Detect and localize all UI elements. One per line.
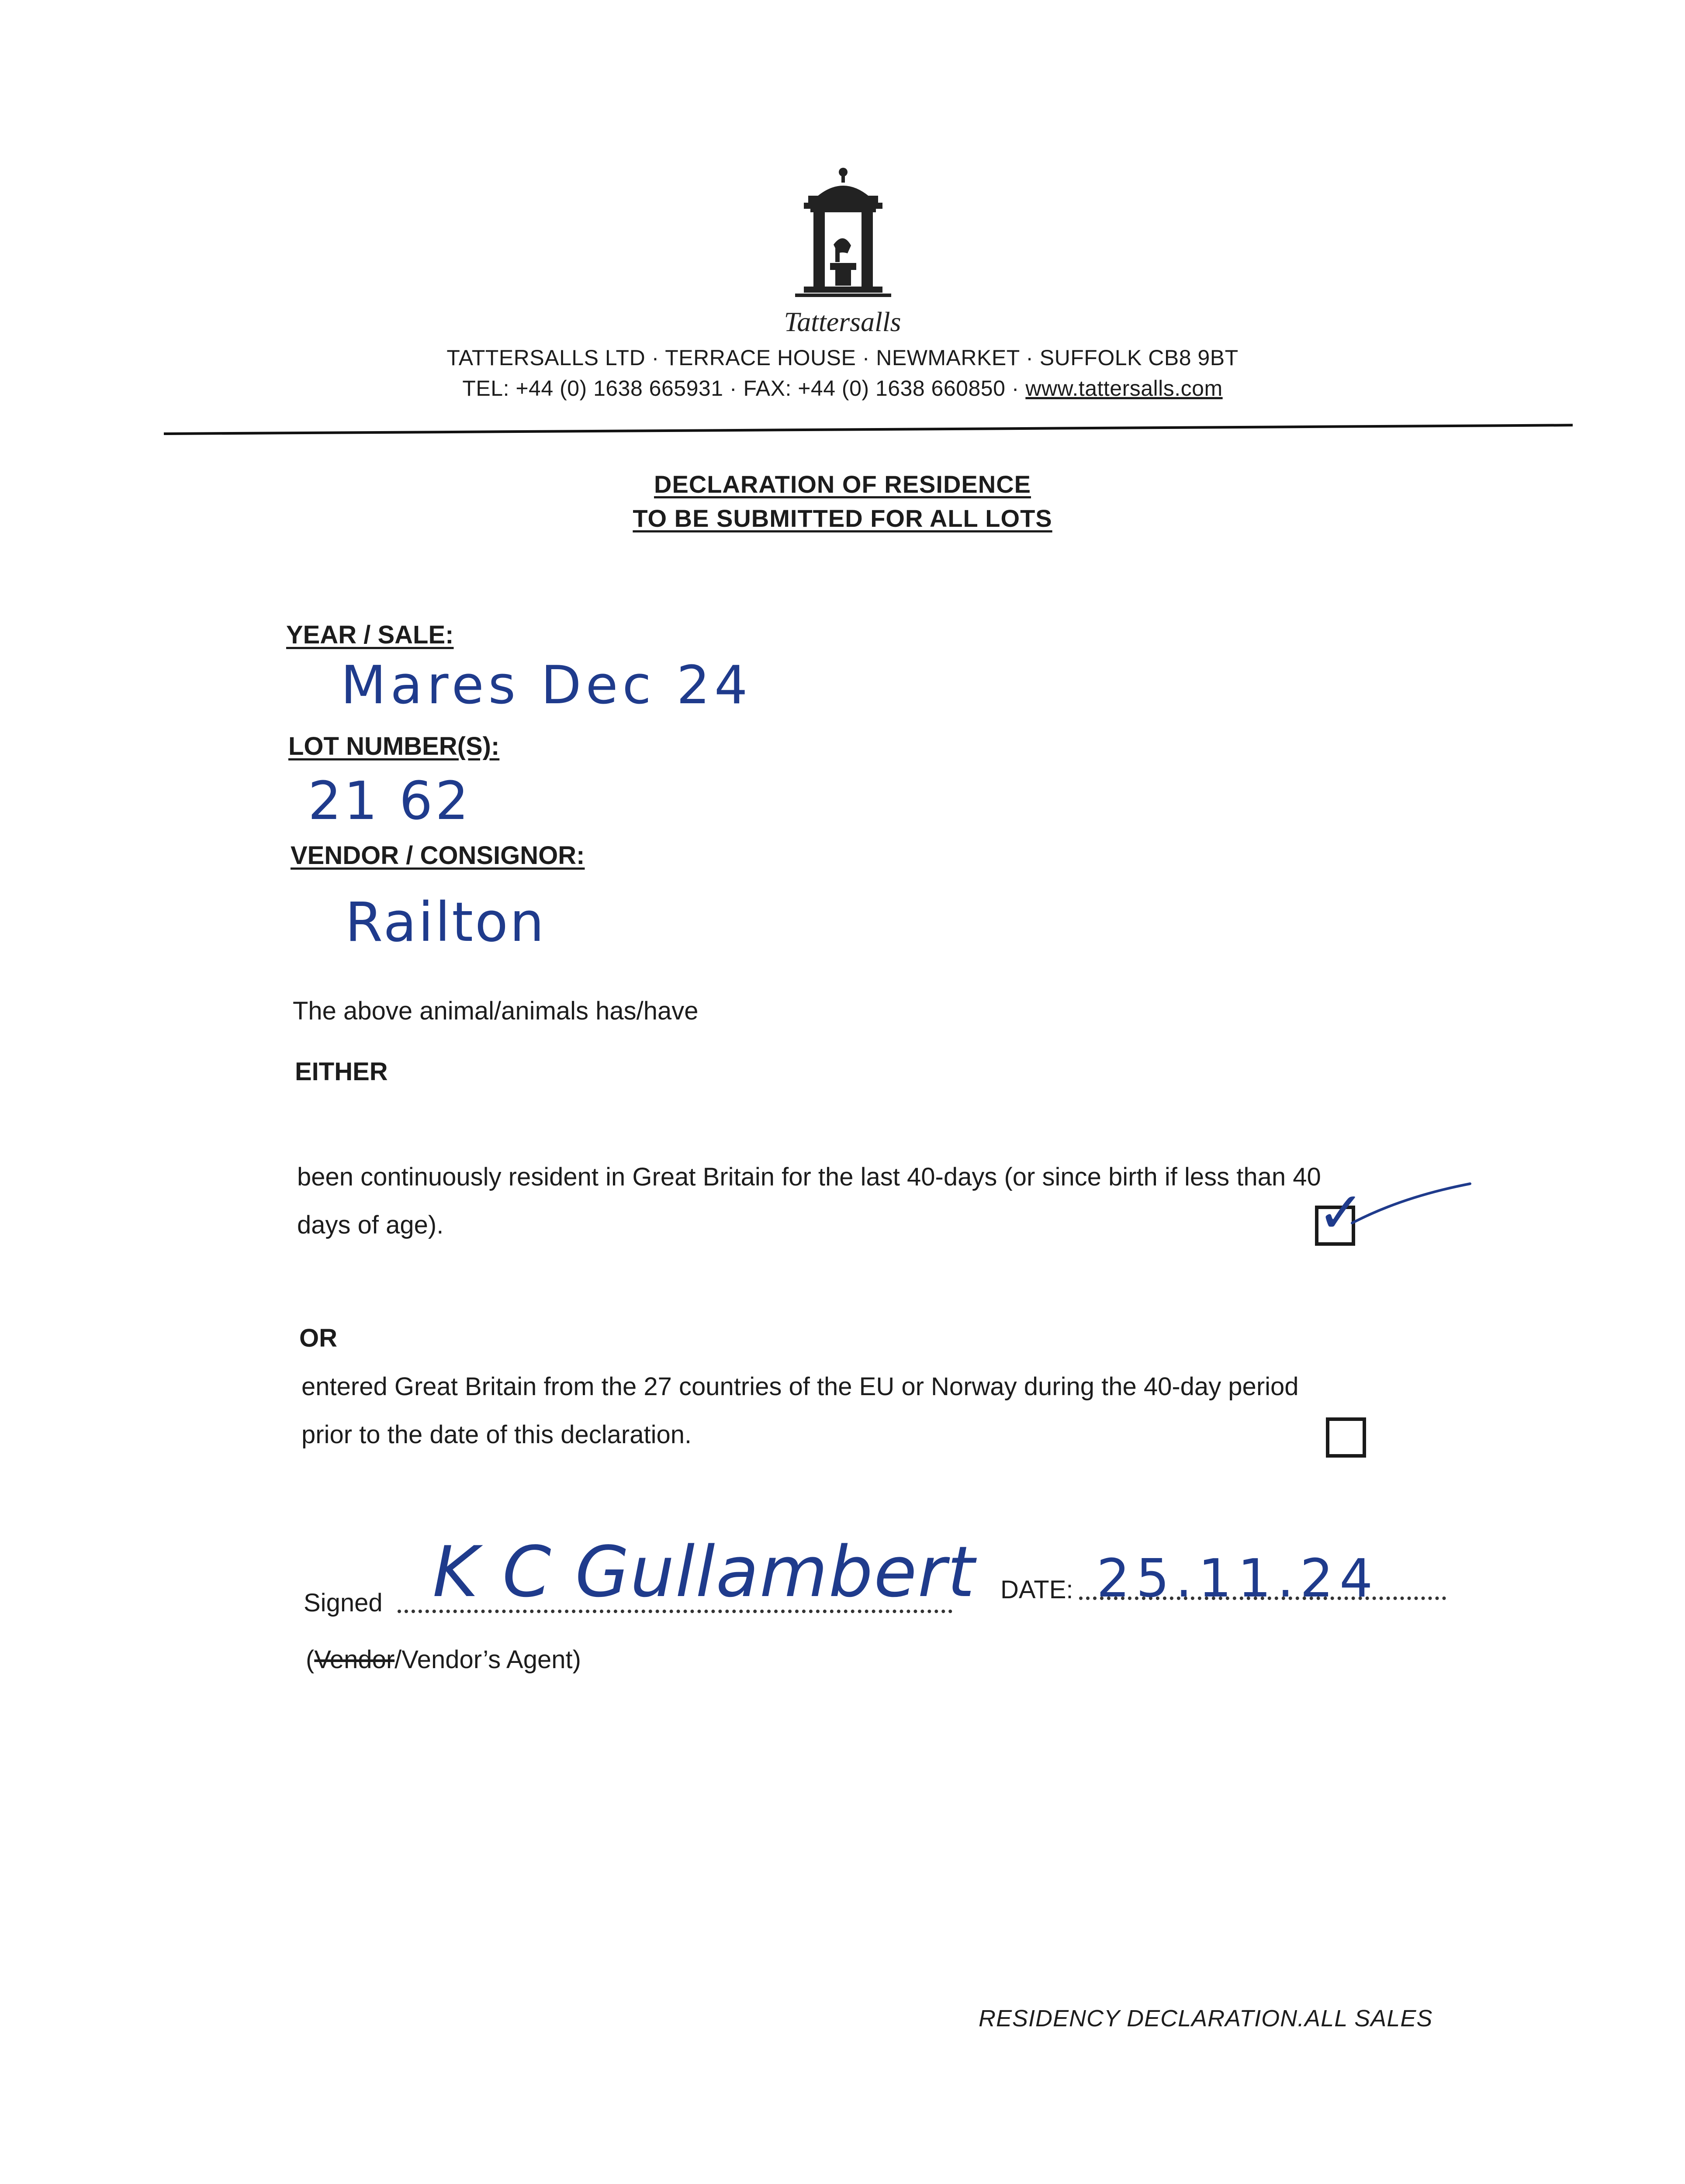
- document-title: [0, 467, 1685, 536]
- or-heading: OR: [299, 1324, 337, 1352]
- option-1-checkmark-icon: ✓: [1317, 1179, 1365, 1246]
- brand-name: Tattersalls: [784, 306, 901, 337]
- lot-number-label: LOT NUMBER(S):: [288, 732, 500, 760]
- signed-label: Signed: [304, 1589, 383, 1617]
- vendor-value[interactable]: Railton: [345, 891, 546, 954]
- option-2-line-1: entered Great Britain from the 27 countries of the EU or Norway during the 40-day period: [301, 1372, 1299, 1401]
- year-sale-label: YEAR / SALE:: [286, 621, 454, 649]
- header-divider: [164, 424, 1573, 435]
- date-label: DATE:: [1000, 1576, 1073, 1604]
- company-address: TATTERSALLS LTD · TERRACE HOUSE · NEWMARKET · SUFFOLK CB8 9BT: [446, 346, 1239, 370]
- option-2-line-2: prior to the date of this declaration.: [301, 1420, 692, 1449]
- option-1-text: [297, 1153, 1477, 1249]
- signature-value[interactable]: K C Gullambert: [432, 1531, 976, 1613]
- contact-numbers: TEL: +44 (0) 1638 665931 · FAX: +44 (0) 1638 660850 ·: [462, 376, 1026, 401]
- role-open-paren: (: [306, 1645, 315, 1674]
- vendor-label: VENDOR / CONSIGNOR:: [291, 841, 585, 870]
- role-struck-vendor: Vendor: [314, 1645, 395, 1674]
- intro-text: The above animal/animals has/have: [293, 997, 699, 1025]
- title-line-1: DECLARATION OF RESIDENCE: [654, 470, 1031, 498]
- check-flourish-icon: [1350, 1179, 1472, 1227]
- title-line-2: TO BE SUBMITTED FOR ALL LOTS: [633, 505, 1052, 532]
- year-sale-value[interactable]: Mares Dec 24: [341, 655, 752, 716]
- option-2-text: [301, 1363, 1481, 1459]
- lot-number-value[interactable]: 21 62: [308, 771, 471, 832]
- tattersalls-logo-icon: [786, 166, 900, 310]
- option-1-line-2: days of age).: [297, 1211, 444, 1239]
- either-heading: EITHER: [295, 1057, 388, 1086]
- option-1-line-1: been continuously resident in Great Britain for the last 40-days (or since birth if less than 40: [297, 1163, 1321, 1191]
- website-link[interactable]: www.tattersalls.com: [1025, 376, 1223, 401]
- option-2-checkbox[interactable]: [1326, 1417, 1366, 1458]
- role-vendor-agent: /Vendor’s Agent): [394, 1645, 581, 1674]
- date-value[interactable]: 25.11.24: [1097, 1548, 1379, 1609]
- signatory-role: [306, 1645, 581, 1675]
- form-name-footer: RESIDENCY DECLARATION.ALL SALES: [979, 2005, 1433, 2032]
- company-contact: [0, 376, 1685, 401]
